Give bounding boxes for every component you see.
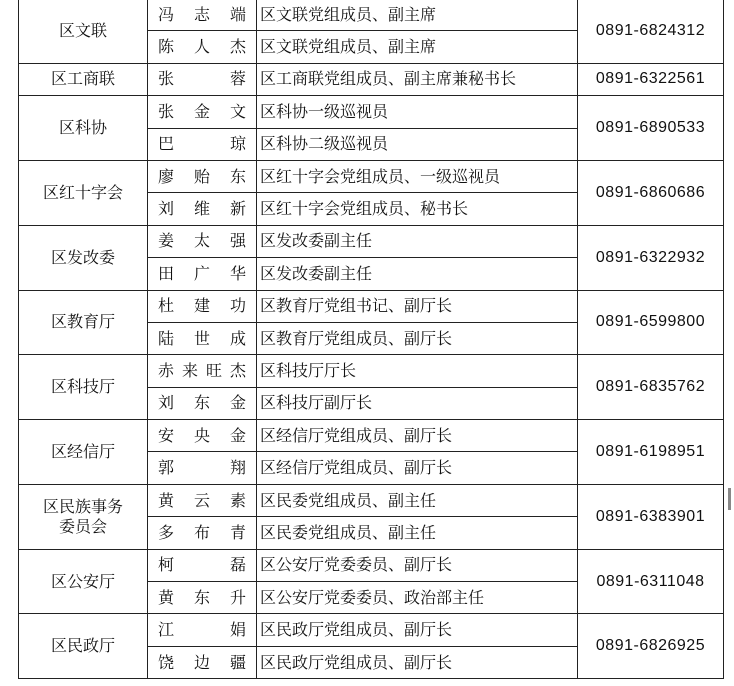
department-cell — [19, 160, 148, 225]
person-title: 区经信厅党组成员、副厅长 — [257, 452, 578, 484]
person-name: 赤来旺杰 — [148, 355, 257, 387]
person-name: 郭翔 — [148, 452, 257, 484]
person-title: 区科协二级巡视员 — [257, 128, 578, 160]
person-title: 区发改委副主任 — [257, 225, 578, 257]
person-title: 区公安厅党委委员、政治部主任 — [257, 582, 578, 614]
department-cell — [19, 63, 148, 95]
person-name: 陆世成 — [148, 322, 257, 354]
person-name: 姜太强 — [148, 225, 257, 257]
phone-number: 0891-6599800 — [578, 290, 724, 355]
department-name: 区经信厅 — [50, 441, 115, 461]
person-name: 江娟 — [148, 614, 257, 646]
leadership-contact-table — [18, 0, 724, 679]
person-name: 黄东升 — [148, 582, 257, 614]
person-title: 区文联党组成员、副主席 — [257, 0, 578, 31]
person-name: 陈人杰 — [148, 31, 257, 63]
table-row — [19, 0, 724, 31]
person-title: 区红十字会党组成员、一级巡视员 — [257, 160, 578, 192]
phone-number: 0891-6826925 — [578, 614, 724, 679]
person-name: 刘维新 — [148, 193, 257, 225]
department-name: 区民政厅 — [50, 636, 115, 656]
department-cell — [19, 484, 148, 549]
person-title: 区科协一级巡视员 — [257, 96, 578, 128]
department-cell — [19, 614, 148, 679]
person-title: 区公安厅党委委员、副厅长 — [257, 549, 578, 581]
department-name: 区发改委 — [50, 247, 115, 267]
department-cell — [19, 96, 148, 161]
person-name: 田广华 — [148, 258, 257, 290]
person-title: 区工商联党组成员、副主席兼秘书长 — [257, 63, 578, 95]
person-name: 黄云素 — [148, 484, 257, 516]
department-name: 委员会 — [58, 516, 107, 536]
page-edge-marker — [728, 488, 731, 510]
person-title: 区经信厅党组成员、副厅长 — [257, 420, 578, 452]
department-name: 区教育厅 — [50, 312, 115, 332]
table-row — [19, 484, 724, 516]
person-name: 冯志端 — [148, 0, 257, 31]
department-name: 区科协 — [58, 118, 107, 138]
person-name: 张金文 — [148, 96, 257, 128]
person-title: 区教育厅党组成员、副厅长 — [257, 322, 578, 354]
table-row — [19, 160, 724, 192]
department-cell — [19, 0, 148, 63]
person-title: 区文联党组成员、副主席 — [257, 31, 578, 63]
person-title: 区民政厅党组成员、副厅长 — [257, 646, 578, 678]
person-name: 饶边疆 — [148, 646, 257, 678]
person-name: 张蓉 — [148, 63, 257, 95]
person-title: 区教育厅党组书记、副厅长 — [257, 290, 578, 322]
person-name: 廖贻东 — [148, 160, 257, 192]
phone-number: 0891-6890533 — [578, 96, 724, 161]
table-row — [19, 549, 724, 581]
phone-number: 0891-6824312 — [578, 0, 724, 63]
department-name: 区科技厅 — [50, 377, 115, 397]
phone-number: 0891-6860686 — [578, 160, 724, 225]
person-title: 区科技厅副厅长 — [257, 387, 578, 419]
department-name: 区公安厅 — [50, 571, 115, 591]
department-name: 区红十字会 — [42, 182, 123, 202]
phone-number: 0891-6322932 — [578, 225, 724, 290]
person-name: 杜建功 — [148, 290, 257, 322]
phone-number: 0891-6835762 — [578, 355, 724, 420]
table-row — [19, 96, 724, 128]
department-name: 区民族事务 — [42, 496, 123, 516]
person-title: 区民政厅党组成员、副厅长 — [257, 614, 578, 646]
table-body — [19, 0, 724, 679]
person-title: 区民委党组成员、副主任 — [257, 484, 578, 516]
table-row — [19, 420, 724, 452]
person-name: 刘东金 — [148, 387, 257, 419]
phone-number: 0891-6198951 — [578, 420, 724, 485]
person-name: 巴琼 — [148, 128, 257, 160]
table-row — [19, 290, 724, 322]
department-cell — [19, 549, 148, 614]
department-cell — [19, 420, 148, 485]
person-title: 区民委党组成员、副主任 — [257, 517, 578, 549]
table-row — [19, 225, 724, 257]
phone-number: 0891-6383901 — [578, 484, 724, 549]
person-title: 区红十字会党组成员、秘书长 — [257, 193, 578, 225]
department-cell — [19, 290, 148, 355]
phone-number: 0891-6322561 — [578, 63, 724, 95]
department-cell — [19, 355, 148, 420]
table-row — [19, 355, 724, 387]
phone-number: 0891-6311048 — [578, 549, 724, 614]
department-cell — [19, 225, 148, 290]
person-title: 区发改委副主任 — [257, 258, 578, 290]
department-name: 区工商联 — [50, 69, 115, 89]
table-row — [19, 63, 724, 95]
table-row — [19, 614, 724, 646]
person-name: 柯磊 — [148, 549, 257, 581]
person-name: 多布青 — [148, 517, 257, 549]
person-name: 安央金 — [148, 420, 257, 452]
department-name: 区文联 — [58, 20, 107, 40]
person-title: 区科技厅厅长 — [257, 355, 578, 387]
